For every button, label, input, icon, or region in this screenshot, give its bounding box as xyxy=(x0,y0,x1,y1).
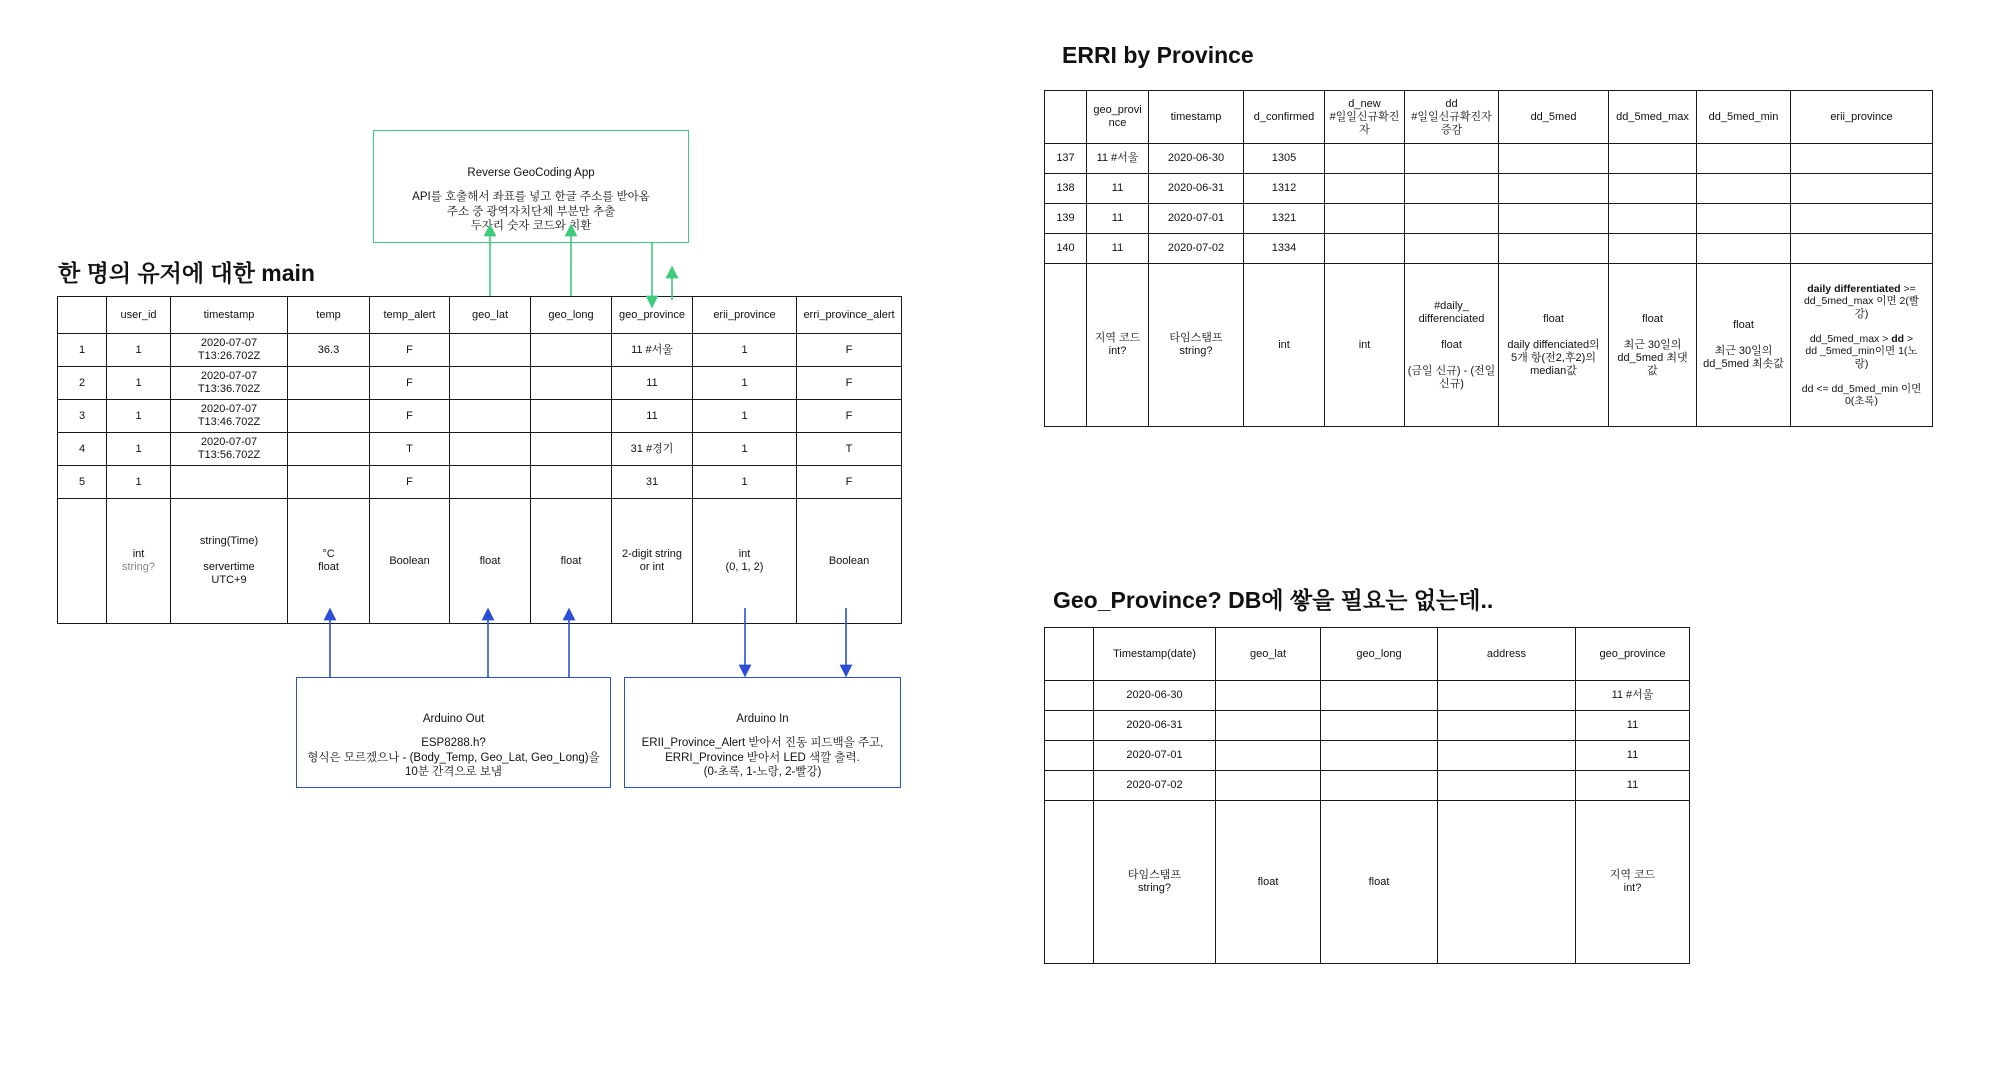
main-cell: 1 xyxy=(693,400,797,433)
geo-cell xyxy=(1321,711,1438,741)
erri-cell: 1305 xyxy=(1244,144,1325,174)
main-type-cell: 2-digit string or int xyxy=(612,499,693,624)
erri-cell xyxy=(1499,234,1609,264)
geo-type-cell xyxy=(1438,801,1576,964)
main-cell: F xyxy=(797,466,902,499)
erri-header-cell: d_new #일일신규확진 자 xyxy=(1325,91,1405,144)
erri-cell xyxy=(1325,174,1405,204)
erri-cell: 11 xyxy=(1087,204,1149,234)
geo-cell: 11 #서울 xyxy=(1576,681,1690,711)
main-cell: 2020-07-07 T13:36.702Z xyxy=(171,367,288,400)
erri-cell xyxy=(1697,174,1791,204)
main-cell: 2 xyxy=(58,367,107,400)
erri-header-cell: timestamp xyxy=(1149,91,1244,144)
erri-cell: 11 xyxy=(1087,174,1149,204)
erri-cell xyxy=(1405,204,1499,234)
main-cell: F xyxy=(370,400,450,433)
erri-header-cell: dd #일일신규확진자 증감 xyxy=(1405,91,1499,144)
geo-cell xyxy=(1438,711,1576,741)
erri-cell xyxy=(1609,174,1697,204)
erri-cell xyxy=(1697,144,1791,174)
geo-cell xyxy=(1216,741,1321,771)
erri-cell xyxy=(1325,234,1405,264)
erri-cell xyxy=(1405,174,1499,204)
erri-cell xyxy=(1499,174,1609,204)
erri-cell xyxy=(1405,144,1499,174)
reverse-geocoding-title: Reverse GeoCoding App xyxy=(467,166,595,179)
erri-cell xyxy=(1609,204,1697,234)
erri-cell xyxy=(1791,174,1933,204)
erri-table xyxy=(1044,90,1933,427)
geo-type-cell: 타임스탬프 string? xyxy=(1094,801,1216,964)
geo-row xyxy=(1045,741,1690,771)
main-cell: F xyxy=(370,367,450,400)
main-cell: F xyxy=(370,466,450,499)
erri-cell: 11 #서울 xyxy=(1087,144,1149,174)
geo-type-row xyxy=(1045,801,1690,964)
geo-cell: 11 xyxy=(1576,771,1690,801)
main-cell: 1 xyxy=(107,400,171,433)
main-type-cell: float xyxy=(450,499,531,624)
main-header-cell: geo_long xyxy=(531,297,612,334)
erri-cell xyxy=(1791,144,1933,174)
geo-cell: 2020-07-01 xyxy=(1094,741,1216,771)
main-cell: F xyxy=(797,334,902,367)
main-cell: 11 #서울 xyxy=(612,334,693,367)
main-type-cell: float xyxy=(531,499,612,624)
geo-cell xyxy=(1438,741,1576,771)
main-cell: 1 xyxy=(107,334,171,367)
geo-table xyxy=(1044,627,1690,964)
main-cell: 4 xyxy=(58,433,107,466)
user-id-type-alt: string? xyxy=(121,561,156,573)
main-cell: 31 xyxy=(612,466,693,499)
geo-title: Geo_Province? DB에 쌓을 필요는 없는데.. xyxy=(1053,587,1494,613)
arduino-out-body: ESP8288.h? 형식은 모르겠으나 - (Body_Temp, Geo_Lat, Geo_Long)을 10분 간격으로 보냄 xyxy=(307,737,600,778)
erri-header-cell: d_confirmed xyxy=(1244,91,1325,144)
main-header-cell: geo_lat xyxy=(450,297,531,334)
main-cell: 1 xyxy=(693,367,797,400)
erri-cell xyxy=(1609,144,1697,174)
erri-cell: 2020-07-02 xyxy=(1149,234,1244,264)
geo-cell xyxy=(1216,711,1321,741)
erri-cell xyxy=(1325,144,1405,174)
erri-row xyxy=(1045,204,1933,234)
geo-cell xyxy=(1045,681,1094,711)
erri-header-cell: dd_5med xyxy=(1499,91,1609,144)
main-header-cell: erri_province_alert xyxy=(797,297,902,334)
main-cell: 3 xyxy=(58,400,107,433)
geo-cell xyxy=(1045,741,1094,771)
geo-cell xyxy=(1216,681,1321,711)
reverse-geocoding-body: API를 호출해서 좌표를 넣고 한글 주소를 받아옴 주소 중 광역자치단체 부분만 추출 두자리 숫자 코드와 치환 xyxy=(412,191,650,232)
erri-cell: 138 xyxy=(1045,174,1087,204)
main-cell: 5 xyxy=(58,466,107,499)
erri-rule-l2-bold: dd xyxy=(1891,332,1905,345)
erri-type-cell: int xyxy=(1325,264,1405,427)
main-cell: 31 #경기 xyxy=(612,433,693,466)
main-cell: 2020-07-07 T13:46.702Z xyxy=(171,400,288,433)
erri-title: ERRI by Province xyxy=(1062,42,1254,68)
erri-type-cell: float 최근 30일의 dd_5med 최댓 값 xyxy=(1609,264,1697,427)
main-cell: 1 xyxy=(693,334,797,367)
erri-cell: 2020-07-01 xyxy=(1149,204,1244,234)
main-type-cell: °C float xyxy=(288,499,370,624)
geo-header-cell: geo_lat xyxy=(1216,628,1321,681)
erri-rule-l3: dd <= dd_5med_min 이면 0(초록) xyxy=(1801,382,1922,407)
main-cell: T xyxy=(797,433,902,466)
main-cell: 11 xyxy=(612,367,693,400)
main-title: 한 명의 유저에 대한 main xyxy=(58,260,315,286)
main-cell: 1 xyxy=(693,466,797,499)
erri-cell: 1321 xyxy=(1244,204,1325,234)
erri-rule-l1-bold: daily differentiated xyxy=(1807,282,1901,295)
erri-type-cell: float 최근 30일의 dd_5med 최솟값 xyxy=(1697,264,1791,427)
geo-header-cell: Timestamp(date) xyxy=(1094,628,1216,681)
erri-cell xyxy=(1405,234,1499,264)
geo-header-cell: geo_long xyxy=(1321,628,1438,681)
erri-cell xyxy=(1609,234,1697,264)
user-id-type: int xyxy=(132,548,145,560)
main-cell: 1 xyxy=(58,334,107,367)
geo-cell xyxy=(1438,681,1576,711)
main-header-cell: erii_province xyxy=(693,297,797,334)
erri-cell: 1312 xyxy=(1244,174,1325,204)
main-cell: 2020-07-07 T13:56.702Z xyxy=(171,433,288,466)
erri-header-row xyxy=(1045,91,1933,144)
erri-cell: 11 xyxy=(1087,234,1149,264)
main-cell: F xyxy=(797,367,902,400)
main-header-cell: temp_alert xyxy=(370,297,450,334)
erri-header-cell: erii_province xyxy=(1791,91,1933,144)
main-cell: T xyxy=(370,433,450,466)
main-cell: 11 xyxy=(612,400,693,433)
erri-cell xyxy=(1325,204,1405,234)
erri-cell: 2020-06-30 xyxy=(1149,144,1244,174)
geo-header-cell: address xyxy=(1438,628,1576,681)
geo-cell: 11 xyxy=(1576,711,1690,741)
geo-cell: 2020-06-31 xyxy=(1094,711,1216,741)
geo-cell: 2020-06-30 xyxy=(1094,681,1216,711)
geo-cell xyxy=(1321,771,1438,801)
erri-cell xyxy=(1697,234,1791,264)
erri-cell xyxy=(1499,144,1609,174)
geo-header-cell xyxy=(1045,628,1094,681)
main-cell: 36.3 xyxy=(288,334,370,367)
main-cell: 1 xyxy=(107,367,171,400)
main-cell: 2020-07-07 T13:26.702Z xyxy=(171,334,288,367)
main-cell: 1 xyxy=(107,433,171,466)
erri-row xyxy=(1045,174,1933,204)
erri-cell: 140 xyxy=(1045,234,1087,264)
erri-header-cell: dd_5med_min xyxy=(1697,91,1791,144)
erri-type-cell: #daily_ differenciated float (금일 신규) - (전일 신규) xyxy=(1405,264,1499,427)
geo-type-cell: 지역 코드 int? xyxy=(1576,801,1690,964)
main-header-cell: timestamp xyxy=(171,297,288,334)
erri-row xyxy=(1045,234,1933,264)
erri-cell: 139 xyxy=(1045,204,1087,234)
arduino-in-title: Arduino In xyxy=(736,712,789,725)
geo-type-cell: float xyxy=(1321,801,1438,964)
erri-rule-l2: > dd _5med_min이면 1(노 랑) xyxy=(1805,332,1918,370)
main-cell: 1 xyxy=(693,433,797,466)
geo-row xyxy=(1045,681,1690,711)
geo-cell xyxy=(1045,711,1094,741)
geo-header-cell: geo_province xyxy=(1576,628,1690,681)
geo-row xyxy=(1045,771,1690,801)
erri-type-cell xyxy=(1045,264,1087,427)
geo-row xyxy=(1045,711,1690,741)
main-cell: F xyxy=(370,334,450,367)
geo-type-cell: float xyxy=(1216,801,1321,964)
main-header-cell: temp xyxy=(288,297,370,334)
geo-cell: 2020-07-02 xyxy=(1094,771,1216,801)
geo-cell xyxy=(1321,741,1438,771)
geo-cell: 11 xyxy=(1576,741,1690,771)
erri-cell: 2020-06-31 xyxy=(1149,174,1244,204)
main-cell: 1 xyxy=(107,466,171,499)
erri-rule-l2-pre: dd_5med_max > xyxy=(1809,332,1892,345)
main-cell: F xyxy=(797,400,902,433)
erri-type-cell: int xyxy=(1244,264,1325,427)
erri-header-cell: dd_5med_max xyxy=(1609,91,1697,144)
erri-row xyxy=(1045,144,1933,174)
erri-cell: 137 xyxy=(1045,144,1087,174)
geo-cell xyxy=(1216,771,1321,801)
erri-rule-cell xyxy=(1791,264,1933,427)
arduino-out-title: Arduino Out xyxy=(422,712,485,725)
geo-cell xyxy=(1438,771,1576,801)
erri-type-row xyxy=(1045,264,1933,427)
erri-type-cell: 지역 코드 int? xyxy=(1087,264,1149,427)
geo-cell xyxy=(1321,681,1438,711)
erri-header-cell: geo_provi nce xyxy=(1087,91,1149,144)
main-type-cell: Boolean xyxy=(370,499,450,624)
erri-type-cell: float daily diffenciated의 5개 항(전2,후2)의 median값 xyxy=(1499,264,1609,427)
erri-rule-l1: >= dd_5med_max 이면 2(빨 강) xyxy=(1803,282,1920,320)
erri-cell xyxy=(1499,204,1609,234)
geo-type-cell xyxy=(1045,801,1094,964)
main-header-cell: user_id xyxy=(107,297,171,334)
erri-header-cell xyxy=(1045,91,1087,144)
erri-cell xyxy=(1697,204,1791,234)
main-type-cell: Boolean xyxy=(797,499,902,624)
main-header-cell: geo_province xyxy=(612,297,693,334)
erri-cell xyxy=(1791,234,1933,264)
geo-cell xyxy=(1045,771,1094,801)
erri-cell xyxy=(1791,204,1933,234)
erri-type-cell: 타임스탬프 string? xyxy=(1149,264,1244,427)
arduino-in-body: ERII_Province_Alert 받아서 진동 피드백을 주고, ERRI_Province 받아서 LED 색깔 출력. (0-초록, 1-노랑, 2-빨강) xyxy=(641,737,884,778)
main-type-cell: int (0, 1, 2) xyxy=(693,499,797,624)
erri-cell: 1334 xyxy=(1244,234,1325,264)
geo-header-row xyxy=(1045,628,1690,681)
main-type-cell: string(Time) servertime UTC+9 xyxy=(171,499,288,624)
